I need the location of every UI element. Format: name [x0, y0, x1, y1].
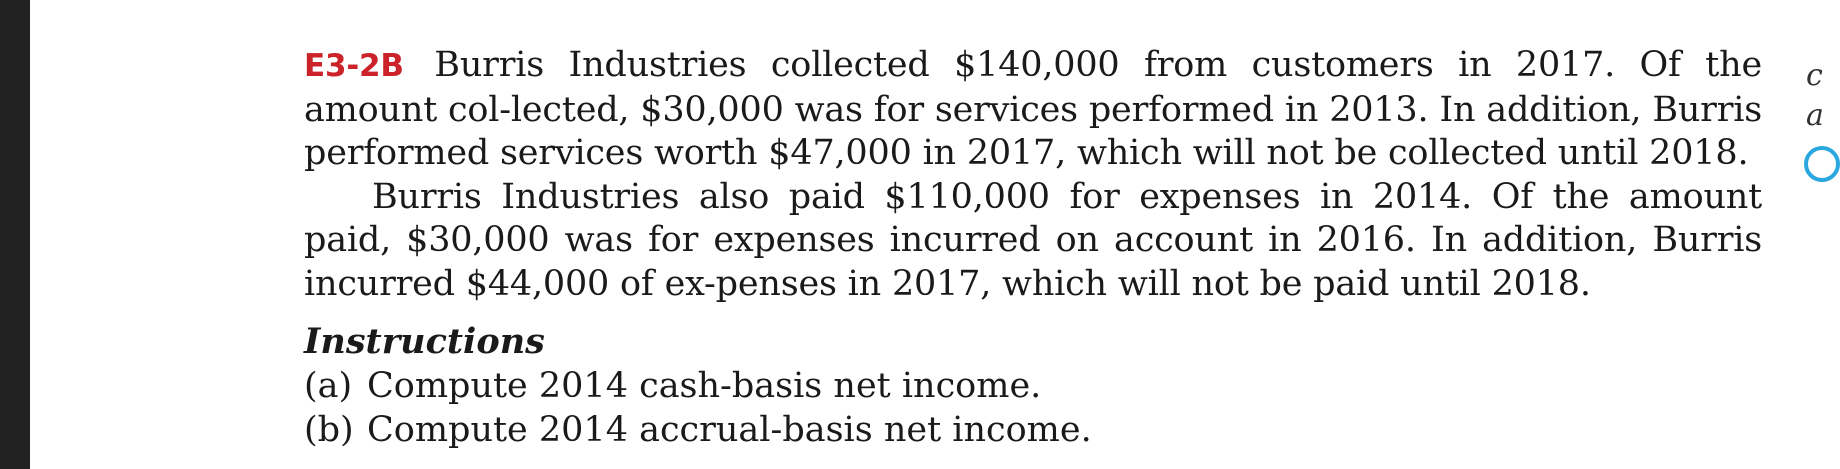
- instruction-item-b: [304, 408, 1762, 452]
- exercise-paragraph-2: Burris Industries also paid $110,000 for expenses in 2014. Of the amount paid, $30,000 was for expenses incurred on account in 2016. In addition, Burris incurred $44,000 of ex-penses in 2017, which will not be paid until 2018.: [304, 176, 1762, 304]
- exercise-block: [304, 44, 1762, 452]
- left-edge-bar: [0, 0, 30, 469]
- instruction-text-b: Compute 2014 accrual-basis net income.: [367, 410, 1092, 450]
- instruction-list: [304, 364, 1762, 452]
- instruction-marker-b: (b): [304, 410, 354, 450]
- instruction-item-a: [304, 364, 1762, 408]
- margin-note-fragment-1: c: [1806, 58, 1823, 93]
- instruction-text-a: Compute 2014 cash-basis net income.: [367, 366, 1042, 406]
- instructions-heading: Instructions: [304, 321, 545, 362]
- margin-note-fragment-2: a: [1806, 98, 1824, 133]
- exercise-paragraph-1-text: Burris Industries collected $140,000 from customers in 2017. Of the amount col-lected, $30,000 was for services performed in 2013. In addition, Burris performed services worth $47,000 in 2017, which will not be collected until 2018.: [304, 45, 1762, 173]
- exercise-paragraph-1: [304, 44, 1762, 176]
- instruction-marker-a: (a): [304, 366, 353, 406]
- margin-badge-icon: [1804, 146, 1840, 182]
- exercise-id: E3-2B: [304, 48, 404, 84]
